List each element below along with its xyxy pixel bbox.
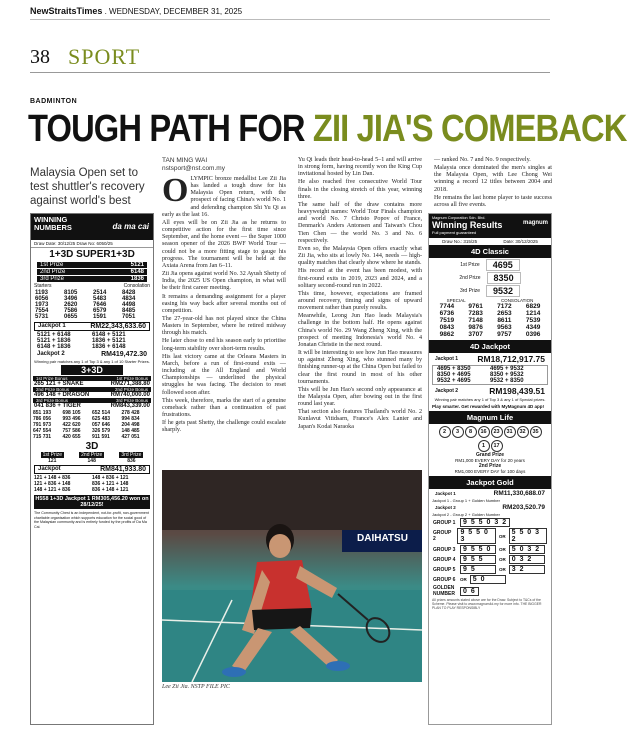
- starter-number: 1193: [35, 290, 49, 296]
- 3plus3d-starters-grid: [31, 409, 153, 441]
- 3d-combo: 121 + 836 + 148: [34, 481, 71, 487]
- group-number-right: 0 3 2: [509, 555, 545, 564]
- group-number-left: 9 5 5 0: [460, 545, 496, 554]
- consolation-number: 7051: [122, 314, 136, 320]
- group-row: [433, 545, 547, 554]
- byline-name: TAN MING WAI: [162, 157, 208, 164]
- 3plus3d-number: 786 056: [33, 416, 52, 422]
- magnum-jackpot-combo: 8350 + 9532: [490, 372, 524, 378]
- consolation-number: 9563: [497, 324, 512, 331]
- magnum-header: Magnum Corporation Sdn. Bhd. Winning Results Full payment guaranteed magnum: [429, 214, 551, 238]
- drop-cap: O: [162, 172, 189, 209]
- group-or: OR: [498, 533, 506, 539]
- 3d-combo: 836 + 148 + 121: [92, 487, 129, 493]
- prize-2-value: 6148: [130, 269, 144, 275]
- group-label: GROUP 3: [433, 546, 456, 553]
- damacai-header: [31, 214, 153, 240]
- consolation-number: 8428: [122, 290, 136, 296]
- group-label: GROUP 4: [433, 556, 456, 563]
- app-promo: Play smarter. Get rewarded with MyMagnum 4D app!: [432, 404, 545, 409]
- golden-number: 0 6: [460, 587, 479, 596]
- special-consolation-grid: [429, 303, 551, 338]
- consolation-number: 4834: [122, 296, 136, 302]
- life-bonus-ball: 1: [478, 440, 490, 452]
- special-number: 9862: [439, 331, 455, 338]
- 3plus3d-number: 057 646: [92, 422, 111, 428]
- 3plus3d-number: 427 051: [121, 434, 140, 440]
- group-row: [433, 528, 547, 544]
- community-chest-note: The Community Chest is an independent, not-for-profit, non-government charitable organisation which supports education for the social good of the Malaysian community and is entirely funded by the profits of Da Ma Cai.: [34, 511, 149, 529]
- consolation-number: 7172: [497, 303, 512, 310]
- 3plus3d-number: 326 579: [92, 428, 111, 434]
- group-label: GROUP 5: [433, 566, 456, 573]
- magnum-life-bonus-balls: [429, 440, 551, 452]
- sponsor-banner-text: DAIHATSU: [357, 533, 408, 544]
- 3plus3d-number: 148 485: [121, 428, 140, 434]
- prize-3-value: 1836: [130, 276, 144, 282]
- 4d-classic-title: 4D Classic: [429, 245, 551, 258]
- jackpot-combo: 6148 + 5121: [92, 332, 126, 338]
- damacai-results-box: WINNING NUMBERS da ma cai Draw Date: 30/12/25 Draw No: 6050/25 1+3D SUPER1+3D 1st Prize 5121 2nd Prize 6148 3rd Prize 1836 Starters Consolation 1193 8105 2514 8428 6056 3496 5483 4834 1973 2620 7646 4498 7554 7586 6579 8485 5731 0655 1591 7051 Jackpot 1 RM22,343,633.60 5121 + 6148 6148 + 5121 5121 + 1836 1836 + 5121 6148 + 1836 1836 + 6148 Jackpot 2 RM419,472.30 Winning pair matches any 1 of Top 3 & any 1 of 10 Starter Prizes. 3+3D 1st Prize Bonus 1st Prize Bonus 265 121 + SNAKE RM271,388.80 2nd Prize Bonus 2nd Prize Bonus 496 148 + DRAGON RM740,000.00 3rd Prize Bonus 3rd Prize Bonus 041 836 + TIGER RM843,339.00 851 193 698 105 652 514 278 428 786 056 993 496 625 483 994 834 791 973 422 620 057 646 204 498 647 554 757 586 326 579 148 485 715 731 420 655 911 591 427 051 3D 1st Prize 121 2nd Prize 148 3rd Prize 836 Jackpot RM841,933.80 121 + 148 + 836 148 + 836 + 121 121 + 836 + 148 836 + 121 + 148 148 + 121 + 836 836 + 148 + 121 H558 1+3D Jackpot 1 RM305,456.20 won on 28/12/25! The Community Chest is an independent, not-for-profit, non-government charitable organisation which supports education for the social good of the Malaysian community and is entirely funded by the profits of Da Ma Cai.: [30, 213, 154, 725]
- 3plus3d-number: 204 498: [121, 422, 140, 428]
- life-ball: 23: [491, 426, 503, 438]
- special-number: 7283: [468, 310, 483, 317]
- damacai-logo: da ma cai: [112, 222, 149, 231]
- 3plus3d-number: 791 973: [33, 422, 52, 428]
- group-or: OR: [499, 567, 506, 572]
- masthead: NewStraitsTimes . WEDNESDAY, DECEMBER 31, 2025: [30, 6, 550, 20]
- 3plus3d-number: 911 591: [92, 434, 110, 440]
- jackpot-gold-2-value: RM203,520.79: [502, 504, 545, 511]
- article-column-3: — ranked No. 7 and No. 9 respectively. Malaysia once dominated the men's singles at the Malaysia Open, with Lee Chong Wei winning a record 12 titles between 2004 and 2018. He remains the last home player to taste success across all five events.: [434, 157, 552, 208]
- draw-date: Date: 30/12/2025: [503, 239, 538, 244]
- group-number-right: 5 5 0 3 2: [509, 528, 547, 544]
- section-divider: [30, 72, 550, 73]
- 3plus3d-number: 757 586: [62, 428, 81, 434]
- special-number: 6736: [439, 310, 455, 317]
- group-number-right: 5 0 3 2: [509, 545, 545, 554]
- prize-1-value: 5121: [130, 262, 144, 268]
- consolation-number: 2653: [497, 310, 512, 317]
- 3plus3d-number: 652 514: [92, 410, 111, 416]
- group-or: OR: [460, 577, 467, 582]
- life-ball: 35: [530, 426, 542, 438]
- 3plus3d-number: 994 834: [121, 416, 140, 422]
- 3d-jackpot-value: RM841,933.80: [100, 466, 146, 473]
- starter-number: 0655: [64, 314, 78, 320]
- jackpot-combo: 5121 + 1836: [37, 338, 71, 344]
- 3d-combo: 121 + 148 + 836: [34, 475, 71, 481]
- magnum-jackpot-combo: 4695 + 8350: [437, 366, 471, 372]
- group-label: GROUP 6: [433, 576, 456, 583]
- 3plus3d-number: 422 620: [62, 422, 81, 428]
- group-row: [433, 565, 547, 574]
- life-ball: 31: [504, 426, 516, 438]
- 3plus3d-number: 647 554: [33, 428, 52, 434]
- 3d-combo: 148 + 836 + 121: [92, 475, 129, 481]
- photo-caption: Lee Zii Jia. NSTP FILE PIC: [162, 684, 230, 690]
- standfirst: Malaysia Open set to test shuttler's recovery against world's best: [30, 167, 145, 207]
- special-number: 0843: [439, 324, 455, 331]
- life-ball: 16: [478, 426, 490, 438]
- consolation-number: 4349: [525, 324, 541, 331]
- starter-number: 1973: [35, 302, 49, 308]
- group-or: OR: [499, 557, 506, 562]
- magnum-jackpot-combo: 4695 + 9532: [490, 366, 524, 372]
- consolation-number: 0396: [525, 331, 541, 338]
- 3d-combo: 148 + 121 + 836: [34, 487, 71, 493]
- starter-number: 2620: [64, 302, 78, 308]
- jackpot-combo: 1836 + 5121: [92, 338, 126, 344]
- consolation-number: 7646: [93, 302, 107, 308]
- draw-number: Draw No.: 315/25: [442, 239, 478, 244]
- life-ball: 2: [439, 426, 451, 438]
- byline: [162, 157, 225, 173]
- section-title: SPORT: [68, 44, 141, 69]
- magnum-jackpot-2-value: RM198,439.51: [489, 386, 545, 396]
- 3d-combo: 836 + 121 + 148: [92, 481, 129, 487]
- consolation-number: 8611: [497, 317, 512, 324]
- consolation-number: 8485: [122, 308, 136, 314]
- special-number: 7148: [468, 317, 483, 324]
- consolation-number: 1591: [93, 314, 107, 320]
- special-number: 3707: [468, 331, 483, 338]
- starters-consolation-grid: [31, 289, 153, 321]
- jackpot-combo: 5121 + 6148: [37, 332, 71, 338]
- consolation-number: 5483: [93, 296, 107, 302]
- group-row: [433, 575, 547, 584]
- special-number: 9876: [468, 324, 483, 331]
- magnum-life-balls: [429, 424, 551, 440]
- article-column-2: Yu Qi leads their head-to-head 5–1 and will arrive in strong form, having recently won the King Cup invitational hosted by Lin Dan. He also reached five consecutive World Tour finals in the closing stretch of this year, winning three. The same half of the draw contains more heavyweight names: World Tour Finals champion and world No. 7 Christo Popov of France, Denmark's Anders Antonsen and Taiwan's Chou Tien Chen — the world No. 3 and No. 6 respectively. Even so, the Malaysia Open offers exactly what Zii Jia, who sits at lowly No. 144, needs — high-quality matches that clearly show where he stands. His record at the event has been modest, with first-round exits in 2019, 2023 and 2024, and a solitary second-round run in 2022. This time, however, expectations are framed around recovery, timing and signs of upward movement rather than purely results. Meanwhile, Leong Jun Hao leads Malaysia's challenge in the bottom half. He opens against China's world No. 29 Wang Zheng Xing, with the prospect of meeting Indonesia's world No. 4 Jonatan Christie in the next round. It will be interesting to see how Jun Hao measures up against Zheng Xing, who stunned many by finishing runner-up at the China Open but failed to clear the first round in most of his other tournaments. This will be Jun Hao's second only appearance at the Malaysia Open, after bowing out in the first round last year. That section also features Thailand's world No. 2 Kunlavut Vitidsarn, France's Alex Lanier and Japan's Kodai Naraoka: [298, 157, 422, 430]
- 3d-jackpot-combos: [31, 475, 153, 493]
- jackpot-combo: 6148 + 1836: [37, 344, 71, 350]
- draw-info: Draw Date: 30/12/25 Draw No: 6050/25: [31, 240, 153, 248]
- group-label: GROUP 1: [433, 519, 456, 526]
- jackpot-1-combos: [31, 332, 153, 350]
- jackpot-gold-title: Jackpot Gold: [429, 476, 551, 489]
- starter-number: 8105: [64, 290, 78, 296]
- magnum-jackpot-combo: 9532 + 8350: [490, 378, 524, 384]
- article-column-1: OLYMPIC bronze medallist Lee Zii Jia has landed a tough draw for his Malaysia Open return, with the prospect of facing China's world No. 1 and defending champion Shi Yu Qi as early as the last 16. All eyes will be on Zii Jia as he returns to competitive action for the first time since September, and the home event — the Super 1000 season opener of the 2026 BWF World Tour — could not be a more fitting stage to gauge his progress. The tournament will be held at the Axiata Arena from Jan 6–11. Zii Jia opens against world No. 32 Ayush Shetty of India, the 2025 US Open champion, in what will be their first career meeting. It remains a demanding assignment for a player easing his way back after several months out of competition. The 27-year-old has not played since the China Masters in September, where he retired midway through his match. He later chose to end his season early to prioritise long-term stability over short-term results. His last victory came at the Orleans Masters in March, before a run of first-round exits — including at the All England and World Championships — underlined the physical struggles he was facing. The decision to reset followed soon after. This week, therefore, marks the start of a genuine comeback rather than a continuation of past frustrations. If he gets past Shetty, the challenge could escalate sharply.: [162, 172, 287, 434]
- group-number-left: 9 5: [460, 565, 496, 574]
- player-illustration: [162, 470, 422, 682]
- group-number-left: 9 5 5 0 3: [457, 528, 495, 544]
- paper-name: NewStraitsTimes: [30, 6, 103, 16]
- magnum-logo: magnum: [522, 220, 548, 226]
- consolation-number: 1214: [525, 310, 541, 317]
- jackpot-combo: 1836 + 6148: [92, 344, 126, 350]
- 3plus3d-number: 698 105: [62, 410, 81, 416]
- 3plus3d-number: 625 483: [92, 416, 111, 422]
- group-number-left: 9 5 5 0 3 2: [460, 518, 510, 527]
- article-photo: [162, 470, 422, 682]
- game-title-3d: 3D: [85, 441, 99, 452]
- 3plus3d-number: 420 655: [62, 434, 81, 440]
- starter-number: 5731: [35, 314, 49, 320]
- 3plus3d-number: 993 496: [62, 416, 81, 422]
- life-ball: 8: [465, 426, 477, 438]
- issue-date: WEDNESDAY, DECEMBER 31, 2025: [109, 7, 243, 16]
- consolation-number: 9757: [497, 331, 512, 338]
- magnum-results-box: Magnum Corporation Sdn. Bhd. Winning Results Full payment guaranteed magnum Draw No.: 315/25 Date: 30/12/2025 4D Classic 1st Prize 4695 2nd Prize 8350 3rd Prize 9532 SPECIAL CONSOLATION 7744 9761 7172 6829 6736 7283 2653 1214 7519 7148 8611 7539 0843 9876 9563 4349 9862 3707 9757 0396 4D Jackpot Jackpot 1 RM18,712,917.75 4695 + 8350 4695 + 9532 8350 + 4695 8350 + 9532 9532 + 4695 9532 + 8350 Jackpot 2 RM198,439.51 Winning pair matches any 1 of Top 3 & any 1 of Special prizes. Play smarter. Get rewarded with MyMagnum 4D app! Magnum Life 2 3 8 16 23 31 32 35 1 17 Grand Prize RM1,000 EVERY DAY for 20 years 2nd Prize RM1,000 EVERY DAY for 100 days Jackpot Gold Jackpot 1 RM11,330,688.07 Jackpot 1 - Group 1 + Golden Number Jackpot 2 RM203,520.79 Jackpot 2 - Group 2 + Golden Number GROUP 1 9 5 5 0 3 2 GROUP 2 9 5 5 0 3 OR 5 5 0 3 2 GROUP 3 9 5 5 0 OR 5 0 3 2 GROUP 4 9 5 5 OR 0 3 2 GROUP 5 9 5 OR 3 2 GROUP 6 OR 5 0 GOLDEN NUMBER 0 6 All prizes amounts stated above are for the Draw. Subject to T&Cs of the Scheme. Please visit to www.magnum4d.my for more info. THE BIGGER PLAN TO PLAY RESPONSIBLY: [428, 213, 552, 725]
- winning-numbers-title: WINNING NUMBERS: [34, 215, 72, 232]
- article-headline: TOUGH PATH FOR ZII JIA'S COMEBACK: [28, 108, 627, 150]
- group-number-right: 5 0: [470, 575, 506, 584]
- jackpot-gold-groups: [429, 518, 551, 584]
- consolation-number: 2514: [93, 290, 107, 296]
- consolation-number: 7539: [525, 317, 541, 324]
- starter-number: 7586: [64, 308, 78, 314]
- life-ball: 3: [452, 426, 464, 438]
- special-number: 7744: [439, 303, 455, 310]
- special-number: 9761: [468, 303, 483, 310]
- life-bonus-ball: 17: [491, 440, 503, 452]
- magnum-prize-2: 8350: [487, 272, 521, 284]
- 3plus3d-number: 278 428: [121, 410, 140, 416]
- jackpot-gold-1-value: RM11,330,688.07: [493, 490, 545, 497]
- group-label: GROUP 2: [433, 530, 452, 542]
- starter-number: 6056: [35, 296, 49, 302]
- magnum-prize-3: 9532: [486, 285, 520, 297]
- byline-email: nstsport@nst.com.my: [162, 165, 225, 172]
- game-title-3plus3d: 3+3D: [61, 365, 123, 375]
- game-title-1plus3d: 1+3D SUPER1+3D: [49, 249, 135, 260]
- magnum-jackpot-combo: 8350 + 4695: [437, 372, 471, 378]
- jackpot-promo: H558 1+3D Jackpot 1 RM305,456.20 won on 28/12/25!: [35, 496, 149, 508]
- group-number-right: 3 2: [509, 565, 545, 574]
- page-number: 38: [30, 46, 50, 68]
- jackpot-2-value: RM419,472.30: [101, 351, 147, 358]
- magnum-jackpot-combo: 9532 + 4695: [437, 378, 471, 384]
- consolation-number: 4498: [122, 302, 136, 308]
- magnum-footer: All prizes amounts stated above are for the Draw. Subject to T&Cs of the Scheme. Please visit to www.magnum4d.my for more info. THE BIGGER PLAN TO PLAY RESPONSIBLY: [432, 598, 542, 610]
- magnum-prize-1: 4695: [486, 259, 520, 271]
- magnum-jackpot-1-value: RM18,712,917.75: [477, 354, 545, 364]
- starter-number: 7554: [35, 308, 49, 314]
- magnum-life-title: Magnum Life: [429, 411, 551, 424]
- starter-number: 3496: [64, 296, 78, 302]
- group-or: OR: [499, 547, 506, 552]
- consolation-number: 6829: [525, 303, 541, 310]
- 3plus3d-number: 851 193: [33, 410, 52, 416]
- group-row: [433, 555, 547, 564]
- 4d-jackpot-title: 4D Jackpot: [429, 340, 551, 353]
- group-row: [433, 518, 547, 527]
- article-kicker: BADMINTON: [30, 98, 78, 105]
- consolation-number: 6579: [93, 308, 107, 314]
- 3plus3d-number: 715 731: [33, 434, 52, 440]
- winning-results-title: Winning Results: [432, 220, 503, 230]
- magnum-jackpot-1-combos: [432, 365, 548, 385]
- group-number-left: 9 5 5: [460, 555, 496, 564]
- special-number: 7519: [439, 317, 455, 324]
- life-ball: 32: [517, 426, 529, 438]
- jackpot-1-value: RM22,343,633.60: [90, 323, 146, 330]
